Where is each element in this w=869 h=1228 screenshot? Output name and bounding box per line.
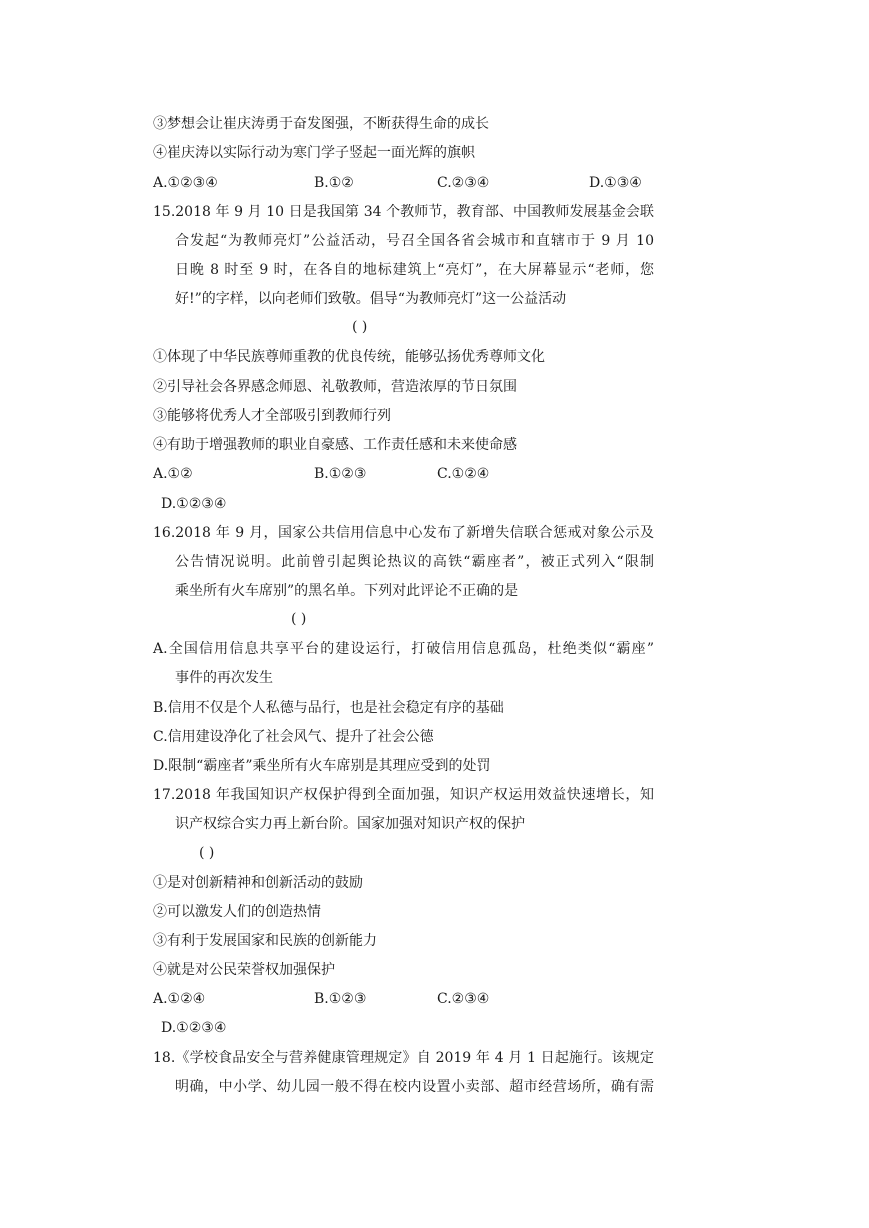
q14-option-c: C.②③④ xyxy=(437,175,490,191)
q17-stem-line-2: 识产权综合实力再上新台阶。国家加强对知识产权的保护 xyxy=(175,816,525,832)
q15-option-d: D.①②③④ xyxy=(161,496,227,512)
q15-option-b: B.①②③ xyxy=(314,466,367,482)
q15-statement-3: ③能够将优秀人才全部吸引到教师行列 xyxy=(153,408,391,424)
q15-stem-line-4: 好!”的字样，以向老师们致敬。倡导“为教师亮灯”这一公益活动 xyxy=(175,291,567,307)
q17-stem-line-1: 17.2018 年我国知识产权保护得到全面加强，知识产权运用效益快速增长，知 xyxy=(153,787,654,803)
q14-statement-3: ③梦想会让崔庆涛勇于奋发图强，不断获得生命的成长 xyxy=(153,116,489,132)
q16-option-a-line-2: 事件的再次发生 xyxy=(175,670,273,686)
q15-option-c: C.①②④ xyxy=(437,466,490,482)
q15-answer-bracket: ( ) xyxy=(352,319,368,335)
q14-option-d: D.①③④ xyxy=(589,175,642,191)
q17-option-d: D.①②③④ xyxy=(161,1020,227,1036)
q15-stem-line-3: 日晚 8 时至 9 时，在各自的地标建筑上“亮灯”，在大屏幕显示“老师，您 xyxy=(175,262,654,278)
q18-stem-line-2: 明确，中小学、幼儿园一般不得在校内设置小卖部、超市经营场所，确有需 xyxy=(175,1079,654,1095)
q14-option-a: A.①②③④ xyxy=(153,175,218,191)
q16-option-c: C.信用建设净化了社会风气、提升了社会公德 xyxy=(153,729,434,745)
q17-statement-3: ③有利于发展国家和民族的创新能力 xyxy=(153,933,377,949)
q17-option-b: B.①②③ xyxy=(314,991,367,1007)
q17-statement-2: ②可以激发人们的创造热情 xyxy=(153,904,321,920)
q15-statement-1: ①体现了中华民族尊师重教的优良传统，能够弘扬优秀尊师文化 xyxy=(153,349,545,365)
q17-option-a: A.①②④ xyxy=(153,991,206,1007)
q16-option-b: B.信用不仅是个人私德与品行，也是社会稳定有序的基础 xyxy=(153,700,504,716)
q16-option-a-line-1: A.全国信用信息共享平台的建设运行，打破信用信息孤岛，杜绝类似“霸座” xyxy=(153,641,654,657)
q15-option-a: A.①② xyxy=(153,466,193,482)
q16-stem-line-3: 乘坐所有火车席别”的黑名单。下列对此评论不正确的是 xyxy=(175,583,519,599)
q18-stem-line-1: 18.《学校食品安全与营养健康管理规定》自 2019 年 4 月 1 日起施行。该规定 xyxy=(153,1050,654,1066)
q16-stem-line-1: 16.2018 年 9 月，国家公共信用信息中心发布了新增失信联合惩戒对象公示及 xyxy=(153,525,654,541)
q16-stem-line-2: 公告情况说明。此前曾引起舆论热议的高铁“霸座者”，被正式列入“限制 xyxy=(175,554,654,570)
q17-statement-4: ④就是对公民荣誉权加强保护 xyxy=(153,962,335,978)
q15-statement-4: ④有助于增强教师的职业自豪感、工作责任感和未来使命感 xyxy=(153,437,517,453)
q16-answer-bracket: ( ) xyxy=(291,611,307,627)
q14-statement-4: ④崔庆涛以实际行动为寒门学子竖起一面光辉的旗帜 xyxy=(153,145,475,161)
q15-stem-line-1: 15.2018 年 9 月 10 日是我国第 34 个教师节，教育部、中国教师发展基金会联 xyxy=(153,204,654,220)
q15-stem-line-2: 合发起“为教师亮灯”公益活动，号召全国各省会城市和直辖市于 9 月 10 xyxy=(175,233,654,249)
q16-option-d: D.限制“霸座者”乘坐所有火车席别是其理应受到的处罚 xyxy=(153,758,491,774)
q17-answer-bracket: ( ) xyxy=(199,845,215,861)
q17-statement-1: ①是对创新精神和创新活动的鼓励 xyxy=(153,875,363,891)
q15-statement-2: ②引导社会各界感念师恩、礼敬教师，营造浓厚的节日氛围 xyxy=(153,379,517,395)
q17-option-c: C.②③④ xyxy=(437,991,490,1007)
q14-option-b: B.①② xyxy=(314,175,354,191)
